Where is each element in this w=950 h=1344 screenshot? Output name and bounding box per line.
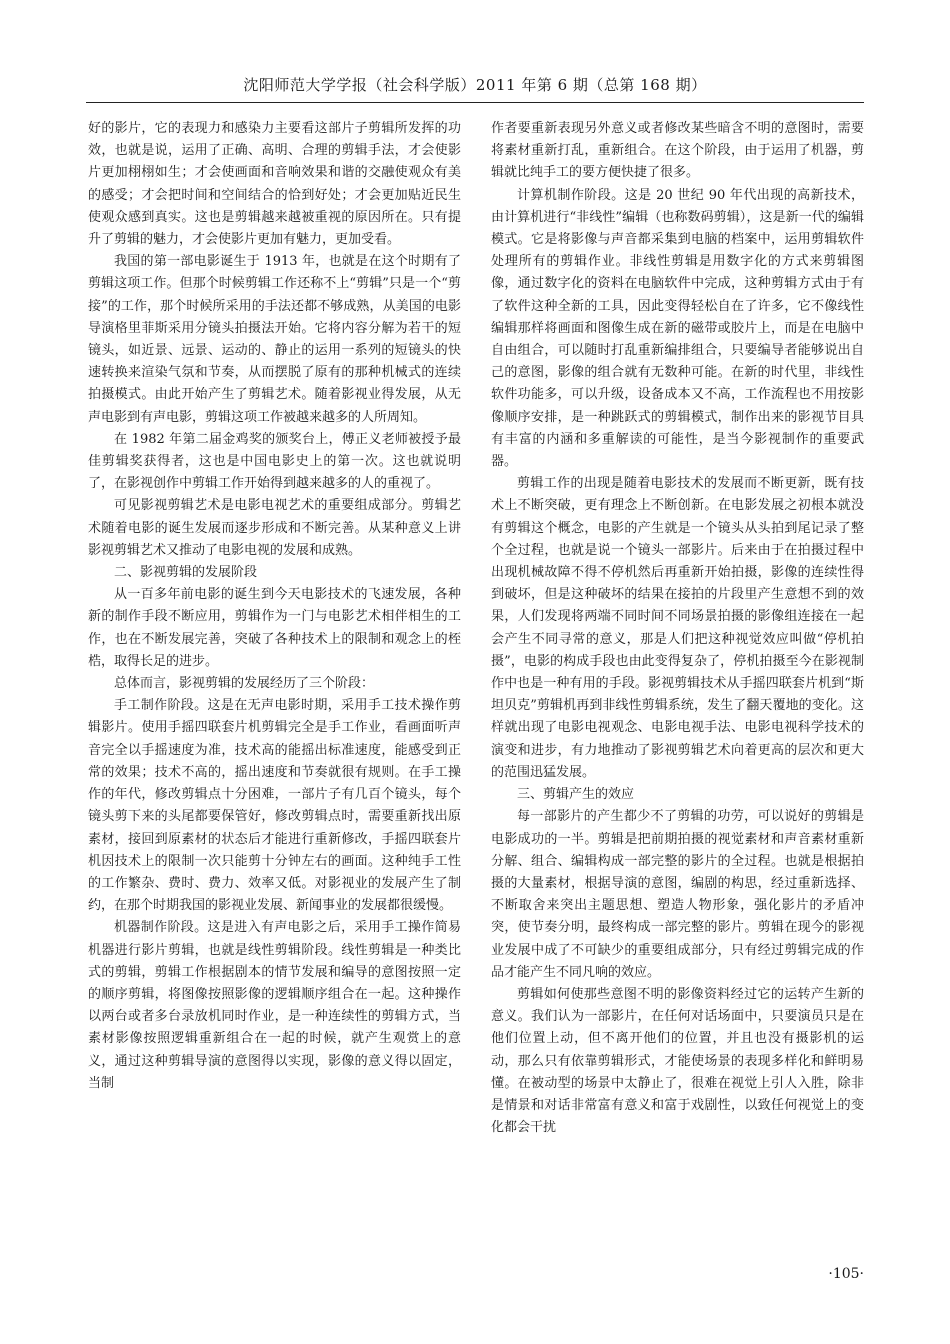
- paragraph: 从一百多年前电影的诞生到今天电影技术的飞速发展，各种新的制作手段不断应用，剪辑作为一门与电影艺术相伴相生的工作，也在不断发展完善，突破了各种技术上的限制和观念上的桎梏，取得长足的进步。: [88, 587, 461, 669]
- paragraph: 好的影片，它的表现力和感染力主要看这部片子剪辑所发挥的功效，也就是说，运用了正确、高明、合理的剪辑手法，才会使影片更加栩栩如生；才会使画面和音响效果和谐的交融使观众有美的感受；才会把时间和空间结合的恰到好处；才会更加贴近民生使观众感到真实。这也是剪辑越来越被重视的原因所在。只有提升了剪辑的魅力，才会使影片更加有魅力，更加受看。: [88, 121, 461, 248]
- paragraph: 每一部影片的产生都少不了剪辑的功劳，可以说好的剪辑是电影成功的一半。剪辑是把前期拍摄的视觉素材和声音素材重新分解、组合、编辑构成一部完整的影片的全过程。也就是根据拍摄的大量素材，根据导演的意图，编剧的构思，经过重新选择、不断取舍来突出主题思想、塑造人物形象，强化影片的矛盾冲突，使节奏分明，最终构成一部完整的影片。剪辑在现今的影视业发展中成了不可缺少的重要组成部分，只有经过剪辑完成的作品才能产生不同凡响的效应。: [491, 809, 864, 980]
- section-heading: 二、影视剪辑的发展阶段: [114, 565, 258, 581]
- paragraph: 在 1982 年第二届金鸡奖的颁奖台上，傅正义老师被授予最佳剪辑奖获得者，这也是中国电影史上的第一次。这也就说明了，在影视创作中剪辑工作开始得到越来越多的人的重视了。: [88, 431, 461, 492]
- page-number: ·105·: [828, 1266, 864, 1282]
- running-header: 沈阳师范大学学报（社会科学版）2011 年第 6 期（总第 168 期）: [243, 76, 707, 94]
- paragraph: 作者要重新表现另外意义或者修改某些暗含不明的意图时，需要将素材重新打乱，重新组合。在这个阶段，由于运用了机器，剪辑就比纯手工的要方便快捷了很多。: [491, 121, 864, 181]
- paragraph: 总体而言，影视剪辑的发展经历了三个阶段：: [114, 676, 375, 692]
- paragraph: 剪辑工作的出现是随着电影技术的发展而不断更新，既有技术上不断突破，更有理念上不断创新。在电影发展之初根本就没有剪辑这个概念，电影的产生就是一个镜头从头拍到尾记录了整个全过程，也就是说一个镜头一部影片。后来由于在拍摄过程中出现机械故障不得不停机然后再重新开始拍摄，影像的连续性得到破坏，但是这种破坏的结果在接拍的片段里产生意想不到的效果，人们发现将两端不同时间不同场景拍摄的影像组连接在一起会产生不同寻常的意义，那是人们把这种视觉效应叫做“停机拍摄”，电影的构成手段也由此变得复杂了，停机拍摄至今在影视制作中也是一种有用的手段。影视剪辑技术从手摇四联套片机到“斯坦贝克”剪辑机再到非线性剪辑系统，发生了翻天覆地的变化。这样就出现了电影电视观念、电影电视手法、电影电视科学技术的演变和进步，有力地推动了影视剪辑艺术向着更高的层次和更大的范围迅猛发展。: [491, 476, 864, 780]
- paragraph: 我国的第一部电影诞生于 1913 年，也就是在这个时期有了剪辑这项工作。但那个时候剪辑工作还称不上“剪辑”只是一个“剪接”的工作，那个时候所采用的手法还都不够成熟，从美国的电影导演格里菲斯采用分镜头拍摄法开始。它将内容分解为若干的短镜头，如近景、远景、运动的、静止的运用一系列的短镜头的快速转换来渲染气氛和节奏，从而摆脱了原有的那种机械式的连续拍摄模式。由此开始产生了剪辑艺术。随着影视业得发展，从无声电影到有声电影，剪辑这项工作被越来越多的人所周知。: [88, 254, 461, 425]
- right-column: [491, 118, 864, 1238]
- header-rule: [86, 102, 864, 103]
- paragraph: 可见影视剪辑艺术是电影电视艺术的重要组成部分。剪辑艺术随着电影的诞生发展而逐步形成和不断完善。从某种意义上讲影视剪辑艺术又推动了电影电视的发展和成熟。: [88, 498, 461, 558]
- paragraph: 机器制作阶段。这是进入有声电影之后，采用手工操作简易机器进行影片剪辑，也就是线性剪辑阶段。线性剪辑是一种类比式的剪辑，剪辑工作根据剧本的情节发展和编导的意图按照一定的顺序剪辑，将图像按照影像的逻辑顺序组合在一起。这种操作以两台或者多台录放机同时作业，是一种连续性的剪辑方式，当素材影像按照逻辑重新组合在一起的时候，就产生观赏上的意义，通过这种剪辑导演的意图得以实现，影像的意义得以固定，当制: [88, 920, 461, 1091]
- paragraph: 剪辑如何使那些意图不明的影像资料经过它的运转产生新的意义。我们认为一部影片，在任何对话场面中，只要演员只是在他们位置上动，但不离开他们的位置，并且也没有摄影机的运动，那么只有依靠剪辑形式，才能使场景的表现多样化和鲜明易懂。在被动型的场景中太静止了，很难在视觉上引人入胜，除非是情景和对话非常富有意义和富于戏剧性，以致任何视觉上的变化都会干扰: [491, 986, 864, 1136]
- paragraph: 计算机制作阶段。这是 20 世纪 90 年代出现的高新技术，由计算机进行“非线性”编辑（也称数码剪辑），这是新一代的编辑模式。它是将影像与声音都采集到电脑的档案中，运用剪辑软件处理所有的剪辑作业。非线性剪辑是用数字化的方式来剪辑图像，通过数字化的资料在电脑软件中完成，这种剪辑方式由于有了软件这种全新的工具，因此变得轻松自在了许多，它不像线性编辑那样将画面和图像生成在新的磁带或胶片上，而是在电脑中自由组合，可以随时打乱重新编排组合，只要编导者能够说出自己的意图，影像的组合就有无数种可能。在新的时代里，非线性软件功能多，可以升级，设备成本又不高，工作流程也不用按影像顺序安排，是一种跳跃式的剪辑模式，制作出来的影视节目具有丰富的内涵和多重解读的可能性，是当今影视制作的重要武器。: [491, 187, 864, 470]
- paragraph: 手工制作阶段。这是在无声电影时期，采用手工技术操作剪辑影片。使用手摇四联套片机剪辑完全是手工作业，看画面听声音完全以手摇速度为准，技术高的能摇出标准速度，能感受到正常的效果；技术不高的，摇出速度和节奏就很有规则。在手工操作的年代，修改剪辑点十分困难，一部片子有几百个镜头，每个镜头剪下来的头尾都要保管好，修改剪辑点时，需要重新找出原素材，接回到原素材的状态后才能进行重新修改，手摇四联套片机因技术上的限制一次只能剪十分钟左右的画面。这种纯手工性的工作繁杂、费时、费力、效率又低。对影视业的发展产生了制约，在那个时期我国的影视业发展、新闻事业的发展都很缓慢。: [88, 698, 461, 914]
- section-heading: 三、剪辑产生的效应: [517, 787, 635, 803]
- left-column: [88, 118, 461, 1238]
